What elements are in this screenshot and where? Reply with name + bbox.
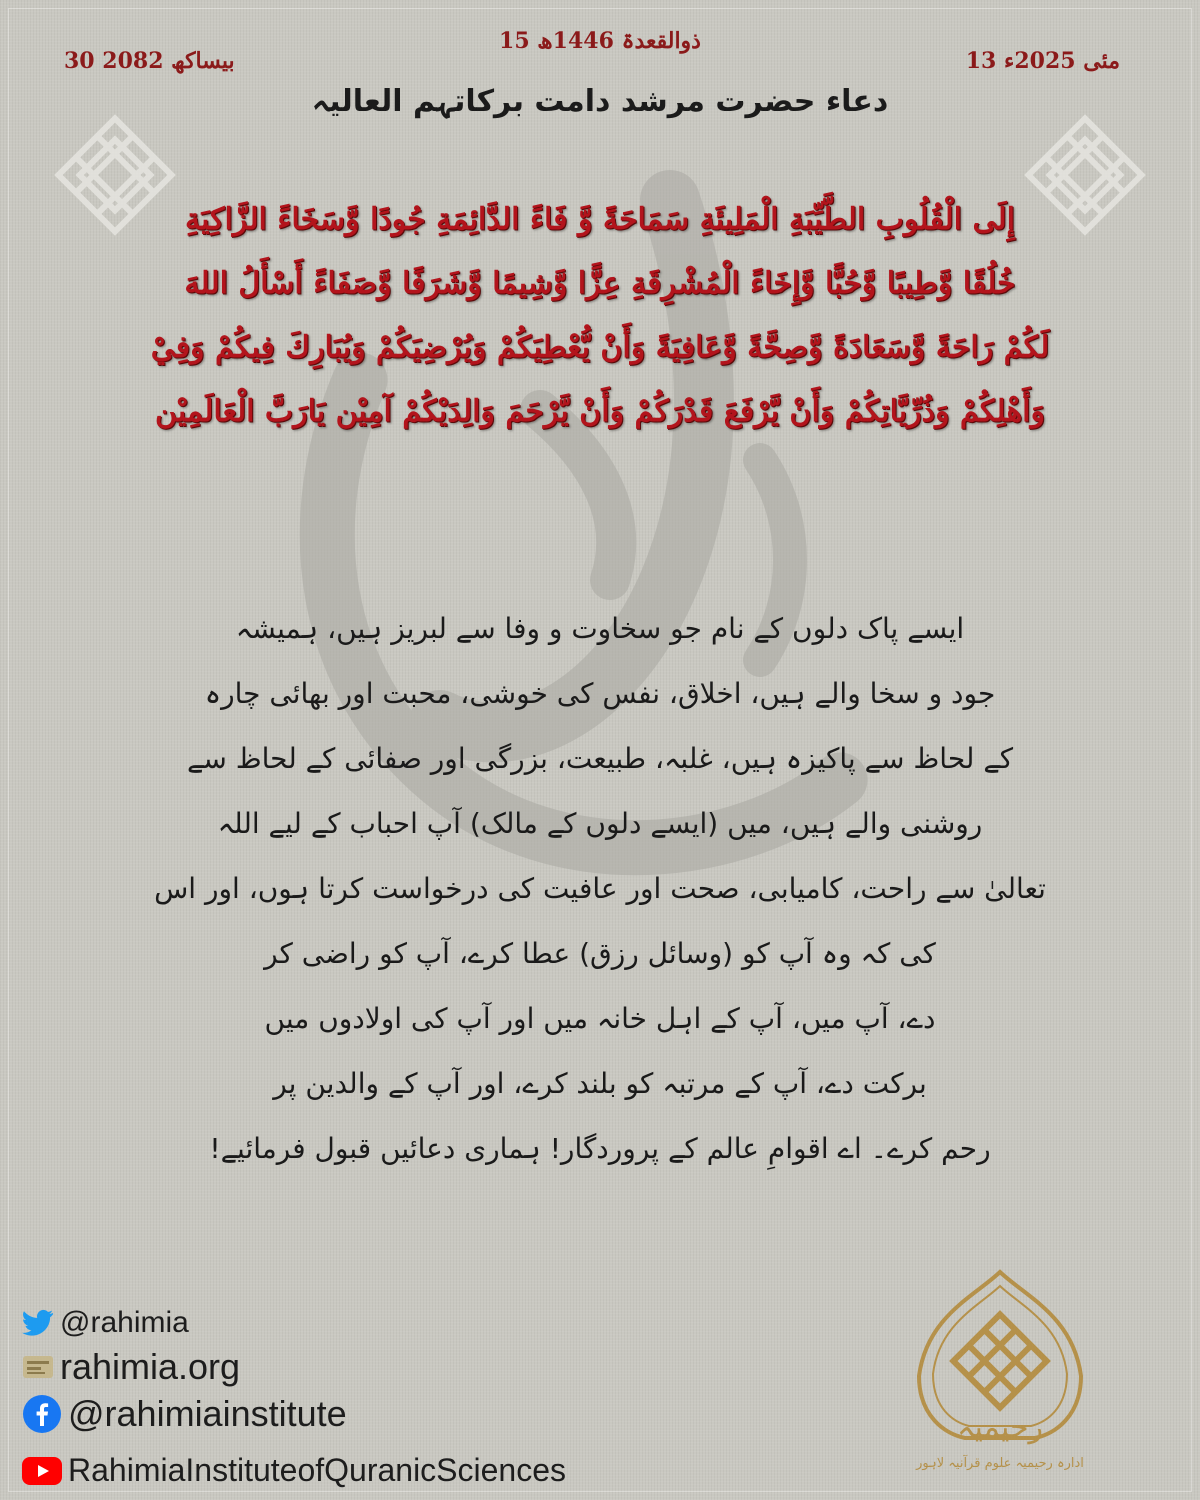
bikrami-date: 30 بیساکھ 2082 (64, 48, 235, 74)
logo-subtitle: ادارہ رحیمیہ علوم قرآنیہ لاہور (916, 1456, 1084, 1471)
urdu-translation-line: تعالیٰ سے راحت، کامیابی، صحت اور عافیت کی درخواست کرتا ہوں، اور اس (154, 872, 1046, 905)
arabic-dua-line: إِلَى الْقُلُوبِ الطَّيِّبَةِ الْمَلِيئَةِ سَمَاحَةً وَّ فَاءً الدَّائِمَةِ جُودًا وَّسَخَاءً الزَّاكِيَةِ (185, 202, 1015, 237)
rahimia-logo (905, 1266, 1095, 1486)
arabic-dua-line: وَأَهْلِكُمْ وَذُرِّيَّاتِكُمْ وَأَنْ يَّرْفَعَ قَدْرَكُمْ وَأَنْ يَّرْحَمَ وَالِدَيْكُمْ آمِيْن يَارَبَّ الْعَالَمِيْن (155, 394, 1045, 429)
urdu-translation (140, 596, 1060, 1181)
facebook-icon (22, 1394, 62, 1434)
logo-name: رحیمیہ (956, 1410, 1044, 1445)
twitter-link[interactable] (22, 1306, 189, 1340)
arabic-dua-line: خُلُقًا وَّطِيبًا وَّحُبًّا وَّإِخَاءً الْمُشْرِقَةِ عِزًّا وَّشِيمًا وَّشَرَفًا وَّصَفَاءً أَسْأَلُ اللهَ (184, 266, 1016, 301)
twitter-handle: @rahimia (60, 1306, 189, 1339)
urdu-translation-line: دے، آپ میں، آپ کے اہل خانہ میں اور آپ کی اولادوں میں (264, 1002, 936, 1035)
facebook-link[interactable] (22, 1393, 347, 1435)
website-link[interactable] (22, 1346, 240, 1388)
youtube-channel: RahimiaInstituteofQuranicSciences (68, 1452, 567, 1488)
arabic-dua-line: لَكُمْ رَاحَةً وَّسَعَادَةً وَّصِحَّةً وَّعَافِيَةً وَأَنْ يُّعْطِيَكُمْ وَيُرْضِيَكُمْ وَيُبَارِكَ فِيكُمْ وَفِيْ (150, 330, 1050, 365)
youtube-icon (22, 1457, 62, 1485)
urdu-translation-line: رحم کرے۔ اے اقوامِ عالم کے پروردگار! ہماری دعائیں قبول فرمائیے! (209, 1132, 991, 1165)
gregorian-date: 13 مئی 2025ء (965, 48, 1120, 74)
facebook-handle: @rahimiainstitute (68, 1393, 347, 1434)
web-icon (22, 1354, 54, 1380)
urdu-translation-line: ایسے پاک دلوں کے نام جو سخاوت و وفا سے لبریز ہیں، ہمیشہ (235, 612, 965, 645)
youtube-link[interactable] (22, 1452, 566, 1489)
twitter-icon (22, 1309, 54, 1337)
arabic-dua (90, 188, 1110, 444)
hijri-date: 15 ذوالقعدۃ 1446ھ (499, 28, 701, 54)
urdu-translation-line: کے لحاظ سے پاکیزہ ہیں، غلبہ، طبیعت، بزرگی اور صفائی کے لحاظ سے (186, 742, 1014, 775)
urdu-translation-line: کی کہ وہ آپ کو (وسائل رزق) عطا کرے، آپ کو راضی کر (264, 937, 936, 970)
urdu-translation-line: برکت دے، آپ کے مرتبہ کو بلند کرے، اور آپ کے والدین پر (273, 1067, 927, 1100)
page-title: دعاء حضرت مرشد دامت برکاتہم العالیہ (311, 84, 889, 119)
urdu-translation-line: روشنی والے ہیں، میں (ایسے دلوں کے مالک) آپ احباب کے لیے اللہ (217, 807, 983, 840)
urdu-translation-line: جود و سخا والے ہیں، اخلاق، نفس کی خوشی، محبت اور بھائی چارہ (204, 677, 996, 710)
website-url: rahimia.org (60, 1346, 241, 1387)
